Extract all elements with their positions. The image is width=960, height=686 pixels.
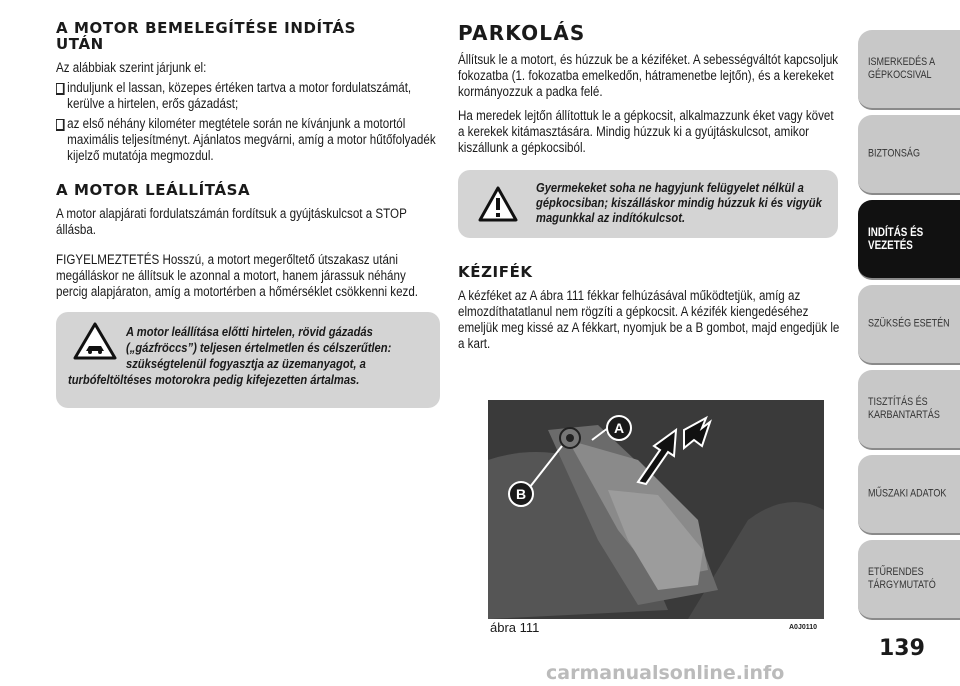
- tab-maintenance[interactable]: TISZTÍTÁS ÉS KARBANTARTÁS: [858, 370, 960, 450]
- bullet-list: [56, 80, 440, 164]
- note-line: turbófeltöltéses motorokra pedig kifejezetten ártalmas.: [68, 372, 360, 387]
- note-line: („gázfröccs”) teljesen értelmetlen és célszerűtlen:: [126, 340, 392, 355]
- tab-technical-data[interactable]: MŰSZAKI ADATOK: [858, 455, 960, 535]
- slope-text: Ha meredek lejtőn állítottuk le a gépkocsit, alkalmazzunk éket vagy követ a kerekek kitámasztására. Mindig húzzuk ki a gyújtáskulcsot, amikor kiszállunk a gépkocsiból.: [458, 108, 834, 155]
- page-number: 139: [879, 636, 925, 661]
- callout-a: A: [613, 420, 625, 436]
- handbrake-text: A kézféket az A ábra 111 fékkar felhúzásával működtetjük, amíg az elmozdíthatatlanul nem rögzíti a gépkocsit. A kézifék kiengedéséhez emeljük meg kissé az A fékkart, nyomjuk be a B gombot, majd engedjük le a kart.: [458, 288, 840, 351]
- warning-box: [458, 170, 838, 238]
- warning-triangle-icon: [478, 186, 518, 222]
- handbrake-figure: [488, 400, 824, 619]
- left-column: [56, 20, 440, 408]
- note-line: szükségtelenül fogyasztja az üzemanyagot, a: [126, 356, 366, 371]
- heading-engine-warmup: A MOTOR BEMELEGÍTÉSE INDÍTÁS UTÁN: [56, 19, 357, 53]
- parking-text: Állítsuk le a motort, és húzzuk be a kéziféket. A sebességváltót kapcsoljuk fokozatba (1. fokozatba emelkedőn, hátramenetbe lejtőn), és a kerekeket kormányozzuk a padka felé.: [458, 52, 839, 99]
- caution-text: FIGYELMEZTETÉS Hosszú, a motort megerőltető útszakasz utáni megálláskor ne állítsuk le azonnal a motort, hanem járassuk néhány percig alapjáraton, amíg a motortérben a hőmérséklet csökkenni kezd.: [56, 252, 419, 299]
- tab-emergency[interactable]: SZÜKSÉG ESETÉN: [858, 285, 960, 365]
- warning-line: gépkocsiban; kiszálláskor mindig húzzuk ki és vigyük: [536, 195, 822, 210]
- car-warning-icon: [73, 322, 117, 360]
- heading-engine-stop: A MOTOR LEÁLLÍTÁSA: [56, 181, 251, 199]
- tab-safety[interactable]: BIZTONSÁG: [858, 115, 960, 195]
- stop-text: A motor alapjárati fordulatszámán fordítsuk a gyújtáskulcsot a STOP állásba.: [56, 206, 407, 237]
- intro-text: Az alábbiak szerint járjunk el:: [56, 60, 207, 75]
- callout-b: B: [515, 486, 527, 502]
- bullet-box-icon: [56, 83, 65, 95]
- bullet-box-icon: [56, 119, 65, 131]
- list-item: induljunk el lassan, közepes értéken tartva a motor fordulatszámát, kerülve a hirtelen, erős gázadást;: [56, 80, 450, 112]
- figure-code: A0J0110: [789, 624, 818, 631]
- note-line: A motor leállítása előtti hirtelen, rövid gázadás: [126, 324, 373, 339]
- tab-index[interactable]: ETŰRENDES TÁRGYMUTATÓ: [858, 540, 960, 620]
- watermark: carmanualsonline.info: [546, 662, 785, 684]
- heading-parking: PARKOLÁS: [458, 21, 586, 45]
- handbrake-illustration: [488, 400, 824, 619]
- heading-handbrake: KÉZIFÉK: [458, 263, 533, 281]
- list-item: az első néhány kilométer megtétele során ne kívánjunk a motortól maximális teljesítményt. Ajánlatos megvárni, amíg a motor hűtőfolyadék kijelző mutatója megmozdul.: [56, 116, 450, 164]
- note-box: [56, 312, 440, 408]
- warning-line: Gyermekeket soha ne hagyjunk felügyelet nélkül a: [536, 180, 804, 195]
- figure-label: ábra 111: [490, 620, 540, 635]
- tab-starting-driving[interactable]: INDÍTÁS ÉS VEZETÉS: [858, 200, 960, 280]
- tab-getting-to-know[interactable]: ISMERKEDÉS A GÉPKOCSIVAL: [858, 30, 960, 110]
- right-column: [458, 20, 842, 352]
- warning-line: magunkkal az indítókulcsot.: [536, 210, 686, 225]
